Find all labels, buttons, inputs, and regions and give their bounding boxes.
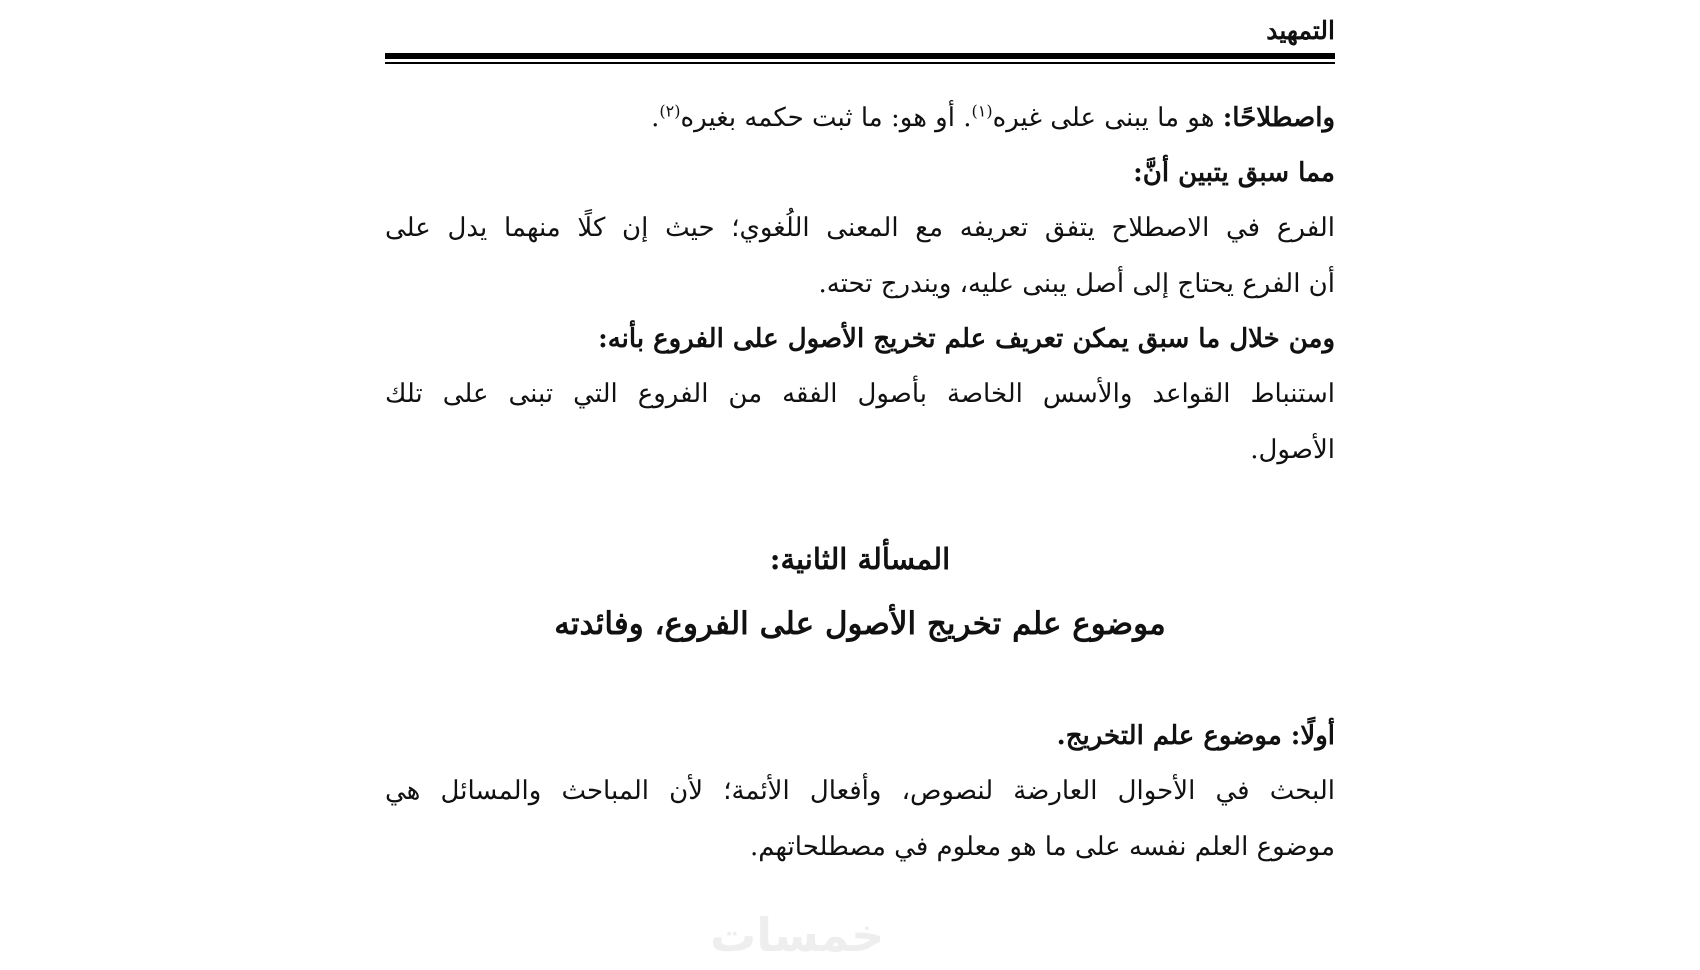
section-title: المسألة الثانية: [769,542,951,576]
definition-text-b: . أو هو: ما ثبت حكمه بغيره [680,103,972,133]
running-header-title: التمهيد [1266,16,1335,45]
paragraph-1-line-1: الفرع في الاصطلاح يتفق تعريفه مع المعنى اللُغوي؛ حيث إن كلًا منهما يدل على [385,213,1335,243]
definition-text-c: . [651,103,660,133]
header-rule-thick [385,53,1335,59]
term-label: واصطلاحًا: [1222,103,1335,133]
paragraph-2-line-2: الأصول. [1250,435,1335,465]
header-rule-thin [385,62,1335,64]
watermark-logo: خمسات [710,908,885,962]
first-point-heading: أولًا: موضوع علم التخريج. [1056,721,1335,751]
paragraph-1-line-2: أن الفرع يحتاج إلى أصل يبنى عليه، ويندرج تحته. [818,269,1335,299]
first-point-line-1: البحث في الأحوال العارضة لنصوص، وأفعال الأئمة؛ لأن المباحث والمسائل هي [385,776,1335,806]
footnote-2-marker[interactable]: (٢) [659,101,681,121]
definition-text-a: هو ما يبنى على غيره [992,103,1223,133]
section-subtitle: موضوع علم تخريج الأصول على الفروع، وفائدته [554,606,1166,642]
definition-heading: ومن خلال ما سبق يمكن تعريف علم تخريج الأصول على الفروع بأنه: [598,324,1335,354]
footnote-1-marker[interactable]: (١) [971,101,993,121]
conclusion-heading: مما سبق يتبين أنَّ: [1133,158,1335,188]
paragraph-2-line-1: استنباط القواعد والأسس الخاصة بأصول الفقه من الفروع التي تبنى على تلك [385,379,1335,409]
document-page [385,0,1335,970]
first-point-line-2: موضوع العلم نفسه على ما هو معلوم في مصطلحاتهم. [749,832,1335,862]
terminological-definition-line [385,98,1335,138]
